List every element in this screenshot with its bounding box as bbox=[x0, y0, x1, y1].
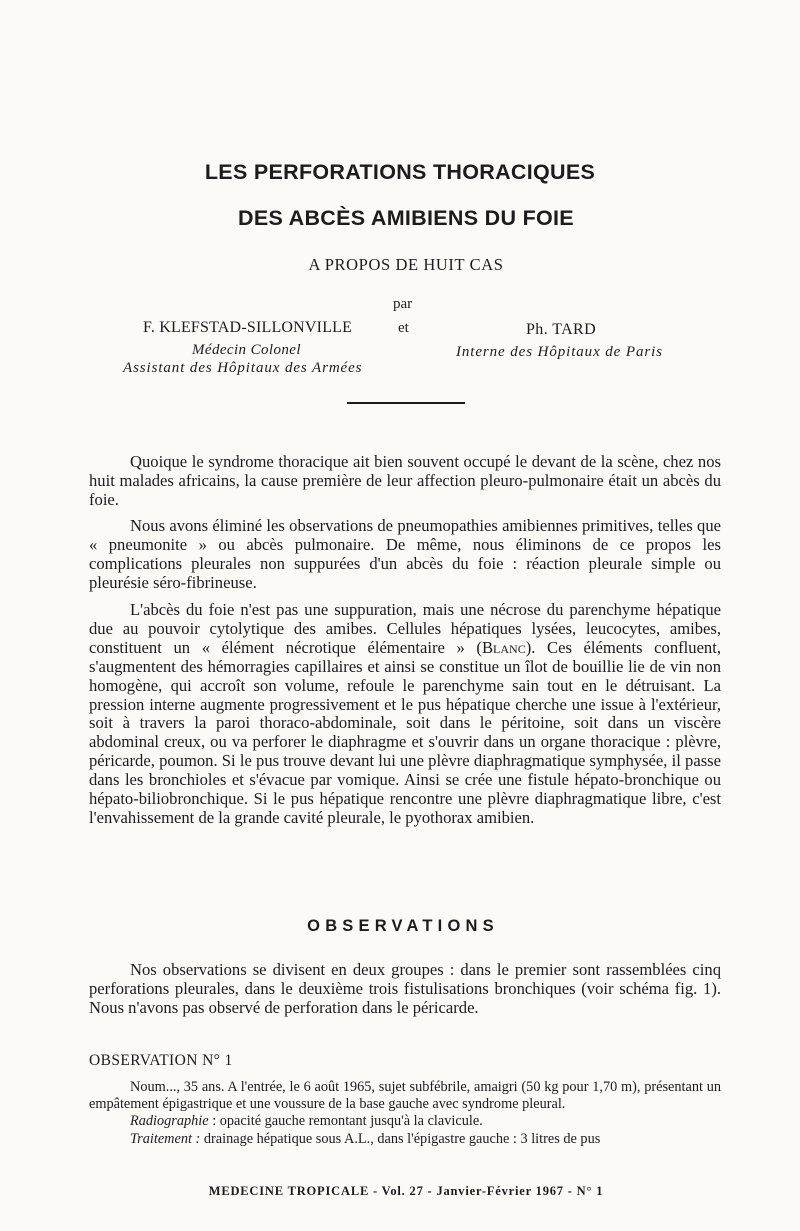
intro-paragraph-2 bbox=[89, 517, 721, 593]
treatment-text: drainage hépatique sous A.L., dans l'épigastre gauche : 3 litres de pus bbox=[200, 1130, 601, 1147]
citation-blanc: Blanc bbox=[481, 637, 526, 657]
paragraph-text: Nos observations se divisent en deux groupes : dans le premier sont rassemblées cinq perforations pleurales, dans le deuxième trois fistulisations bronchiques (voir schéma fig. 1). Nous n'avons pas observé de perforation dans le péricarde. bbox=[89, 960, 721, 1017]
observation-1-title: OBSERVATION N° 1 bbox=[89, 1052, 233, 1069]
intro-paragraph-3 bbox=[89, 601, 721, 828]
article-subtitle: A PROPOS DE HUIT CAS bbox=[308, 255, 504, 274]
article-title-line1: LES PERFORATIONS THORACIQUES bbox=[204, 160, 596, 184]
par-label: par bbox=[393, 296, 413, 312]
radio-text: : opacité gauche remontant jusqu'à la clavicule. bbox=[208, 1113, 483, 1130]
author2-role: Interne des Hôpitaux de Paris bbox=[456, 344, 663, 360]
author1-name: F. KLEFSTAD-SILLONVILLE bbox=[143, 319, 353, 336]
observation-1-radio bbox=[89, 1113, 721, 1130]
paragraph-text-part: ). Ces éléments confluent, s'augmentent des hémorragies capillaires et ainsi se constitue un îlot de bouillie lie de vin non homogène, qui accroît son volume, refoule le parenchyme sain tout en le détruisant. La pression interne augmente progressivement et le pus hépatique cherche une issue à l'extérieur, soit à travers la paroi thoraco-abdominale, soit dans le péritoine, soit dans un viscère abdominal creux, ou va perforer le diaphragme et s'ouvrir dans un organe thoracique : plèvre, péricarde, poumon. Si le pus trouve devant lui une plèvre diaphragmatique symphysée, il passe dans les bronchioles et s'évacue par vomique. Ainsi se crée une fistule hépato-bronchique ou hépato-biliobronchique. Si le pus hépatique rencontre une plèvre diaphragmatique libre, c'est l'envahissement de la grande cavité pleurale, le pyothorax amibien. bbox=[89, 637, 721, 827]
title-divider bbox=[347, 402, 465, 404]
paragraph-text: Quoique le syndrome thoracique ait bien souvent occupé le devant de la scène, chez nos huit malades africains, la cause première de leur affection pleuro-pulmonaire était un abcès du foie. bbox=[89, 452, 721, 509]
observation-1-text bbox=[89, 1079, 721, 1148]
author1-affiliation: Assistant des Hôpitaux des Armées bbox=[123, 360, 363, 376]
et-label: et bbox=[398, 320, 409, 336]
author1-role: Médecin Colonel bbox=[192, 342, 301, 358]
author2-name: Ph. TARD bbox=[526, 321, 597, 338]
observation-1-treatment bbox=[89, 1131, 721, 1148]
section-heading-observations: OBSERVATIONS bbox=[307, 917, 499, 935]
observations-intro bbox=[89, 961, 721, 1018]
intro-paragraph-1 bbox=[89, 453, 721, 510]
journal-footer: MEDECINE TROPICALE - Vol. 27 - Janvier-Février 1967 - N° 1 bbox=[208, 1184, 604, 1198]
observation-1-description: Noum..., 35 ans. A l'entrée, le 6 août 1965, sujet subfébrile, amaigri (50 kg pour 1,70 m), présentant un empâtement épigastrique et une voussure de la base gauche avec syndrome pleural. bbox=[89, 1079, 721, 1113]
treatment-label: Traitement : bbox=[130, 1130, 201, 1147]
paragraph-text: Nous avons éliminé les observations de pneumopathies amibiennes primitives, telles que « pneumonite » ou abcès pulmonaire. De même, nous éliminons de ce propos les complications pleurales non suppurées d'un abcès du foie : réaction pleurale simple ou pleurésie séro-fibrineuse. bbox=[89, 516, 721, 592]
paragraph-text bbox=[89, 601, 721, 828]
paragraph-text-part: L'abcès du foie n'est pas une suppuration, mais une nécrose du parenchyme hépatique due au pouvoir cytolytique des amibes. Cellules hépatiques lysées, leucocytes, amibes, constituent un « élément nécrotique élémentaire » ( bbox=[89, 600, 721, 657]
article-title-line2: DES ABCÈS AMIBIENS DU FOIE bbox=[238, 206, 574, 230]
radio-label: Radiographie bbox=[130, 1113, 209, 1130]
